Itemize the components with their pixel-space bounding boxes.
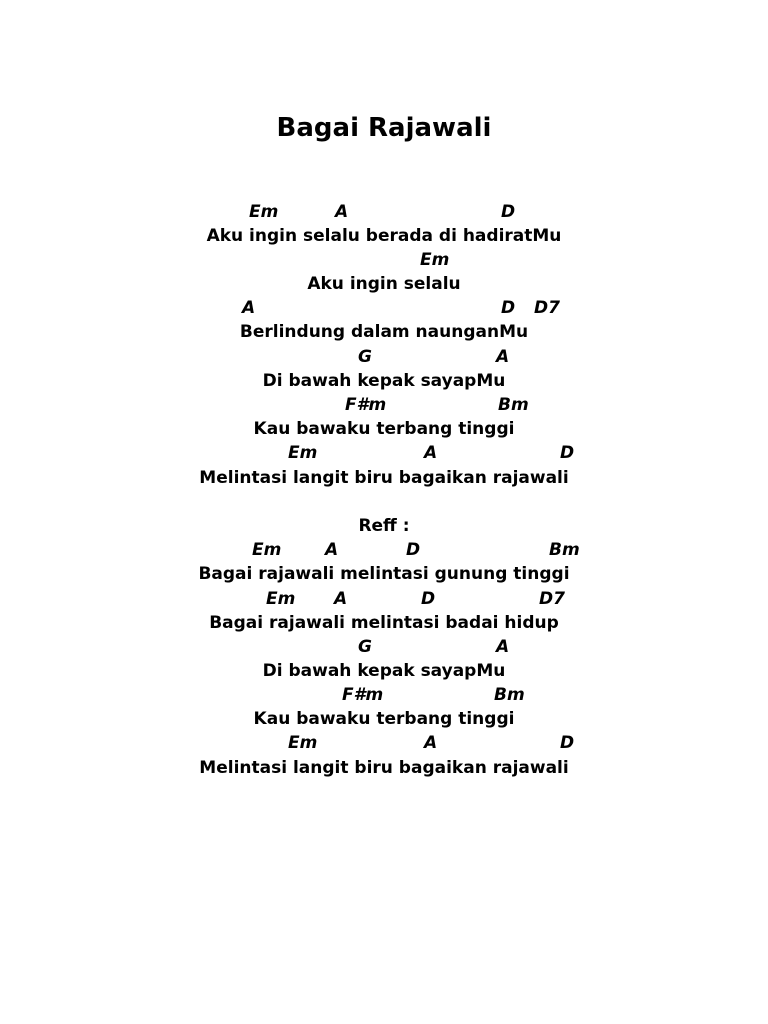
- chord-line: [0, 296, 768, 320]
- lyric-line: Aku ingin selalu berada di hadiratMu: [206, 226, 562, 246]
- lyric-line: Kau bawaku terbang tinggi: [253, 709, 515, 729]
- chord: A: [325, 540, 339, 560]
- chord: D: [406, 540, 421, 560]
- chord: D: [560, 733, 575, 753]
- chord-line: [0, 683, 768, 707]
- chord: D: [501, 298, 516, 318]
- lyric-line: Berlindung dalam naunganMu: [239, 322, 529, 342]
- chord: D: [560, 443, 575, 463]
- lyric-line: Di bawah kepak sayapMu: [262, 661, 506, 681]
- lyric-line: Bagai rajawali melintasi badai hidup: [209, 613, 559, 633]
- chord: D: [501, 202, 516, 222]
- chord: F#m: [345, 395, 387, 415]
- chord: Em: [288, 443, 318, 463]
- chord: G: [358, 637, 372, 657]
- lyric-line: Melintasi langit biru bagaikan rajawali: [199, 468, 569, 488]
- chord: D7: [534, 298, 560, 318]
- chord-line: [0, 345, 768, 369]
- chord: A: [334, 589, 348, 609]
- chord: D: [421, 589, 436, 609]
- chord: A: [496, 637, 510, 657]
- song-title: Bagai Rajawali: [276, 113, 492, 143]
- chord: G: [358, 347, 372, 367]
- chord-line: [0, 248, 768, 272]
- chord-line: [0, 587, 768, 611]
- lyric-line: Melintasi langit biru bagaikan rajawali: [199, 758, 569, 778]
- chord: Bm: [498, 395, 529, 415]
- chord-line: [0, 393, 768, 417]
- lyric-line: Bagai rajawali melintasi gunung tinggi: [198, 564, 570, 584]
- chord: F#m: [342, 685, 384, 705]
- chord: Em: [288, 733, 318, 753]
- chord: A: [242, 298, 256, 318]
- chord-line: [0, 441, 768, 465]
- lyric-line: Kau bawaku terbang tinggi: [253, 419, 515, 439]
- reff-label: Reff :: [358, 516, 410, 536]
- chord-line: [0, 731, 768, 755]
- chord: Bm: [549, 540, 580, 560]
- lyric-line: Aku ingin selalu: [307, 274, 461, 294]
- chord: A: [424, 443, 438, 463]
- chord: A: [335, 202, 349, 222]
- chord: A: [496, 347, 510, 367]
- chord-line: [0, 200, 768, 224]
- chord-line: [0, 635, 768, 659]
- chord: A: [424, 733, 438, 753]
- chord-line: [0, 538, 768, 562]
- chord: Em: [249, 202, 279, 222]
- lyric-line: Di bawah kepak sayapMu: [262, 371, 506, 391]
- chord: Bm: [494, 685, 525, 705]
- chord: Em: [266, 589, 296, 609]
- chord: Em: [252, 540, 282, 560]
- chord: Em: [420, 250, 450, 270]
- chord: D7: [539, 589, 565, 609]
